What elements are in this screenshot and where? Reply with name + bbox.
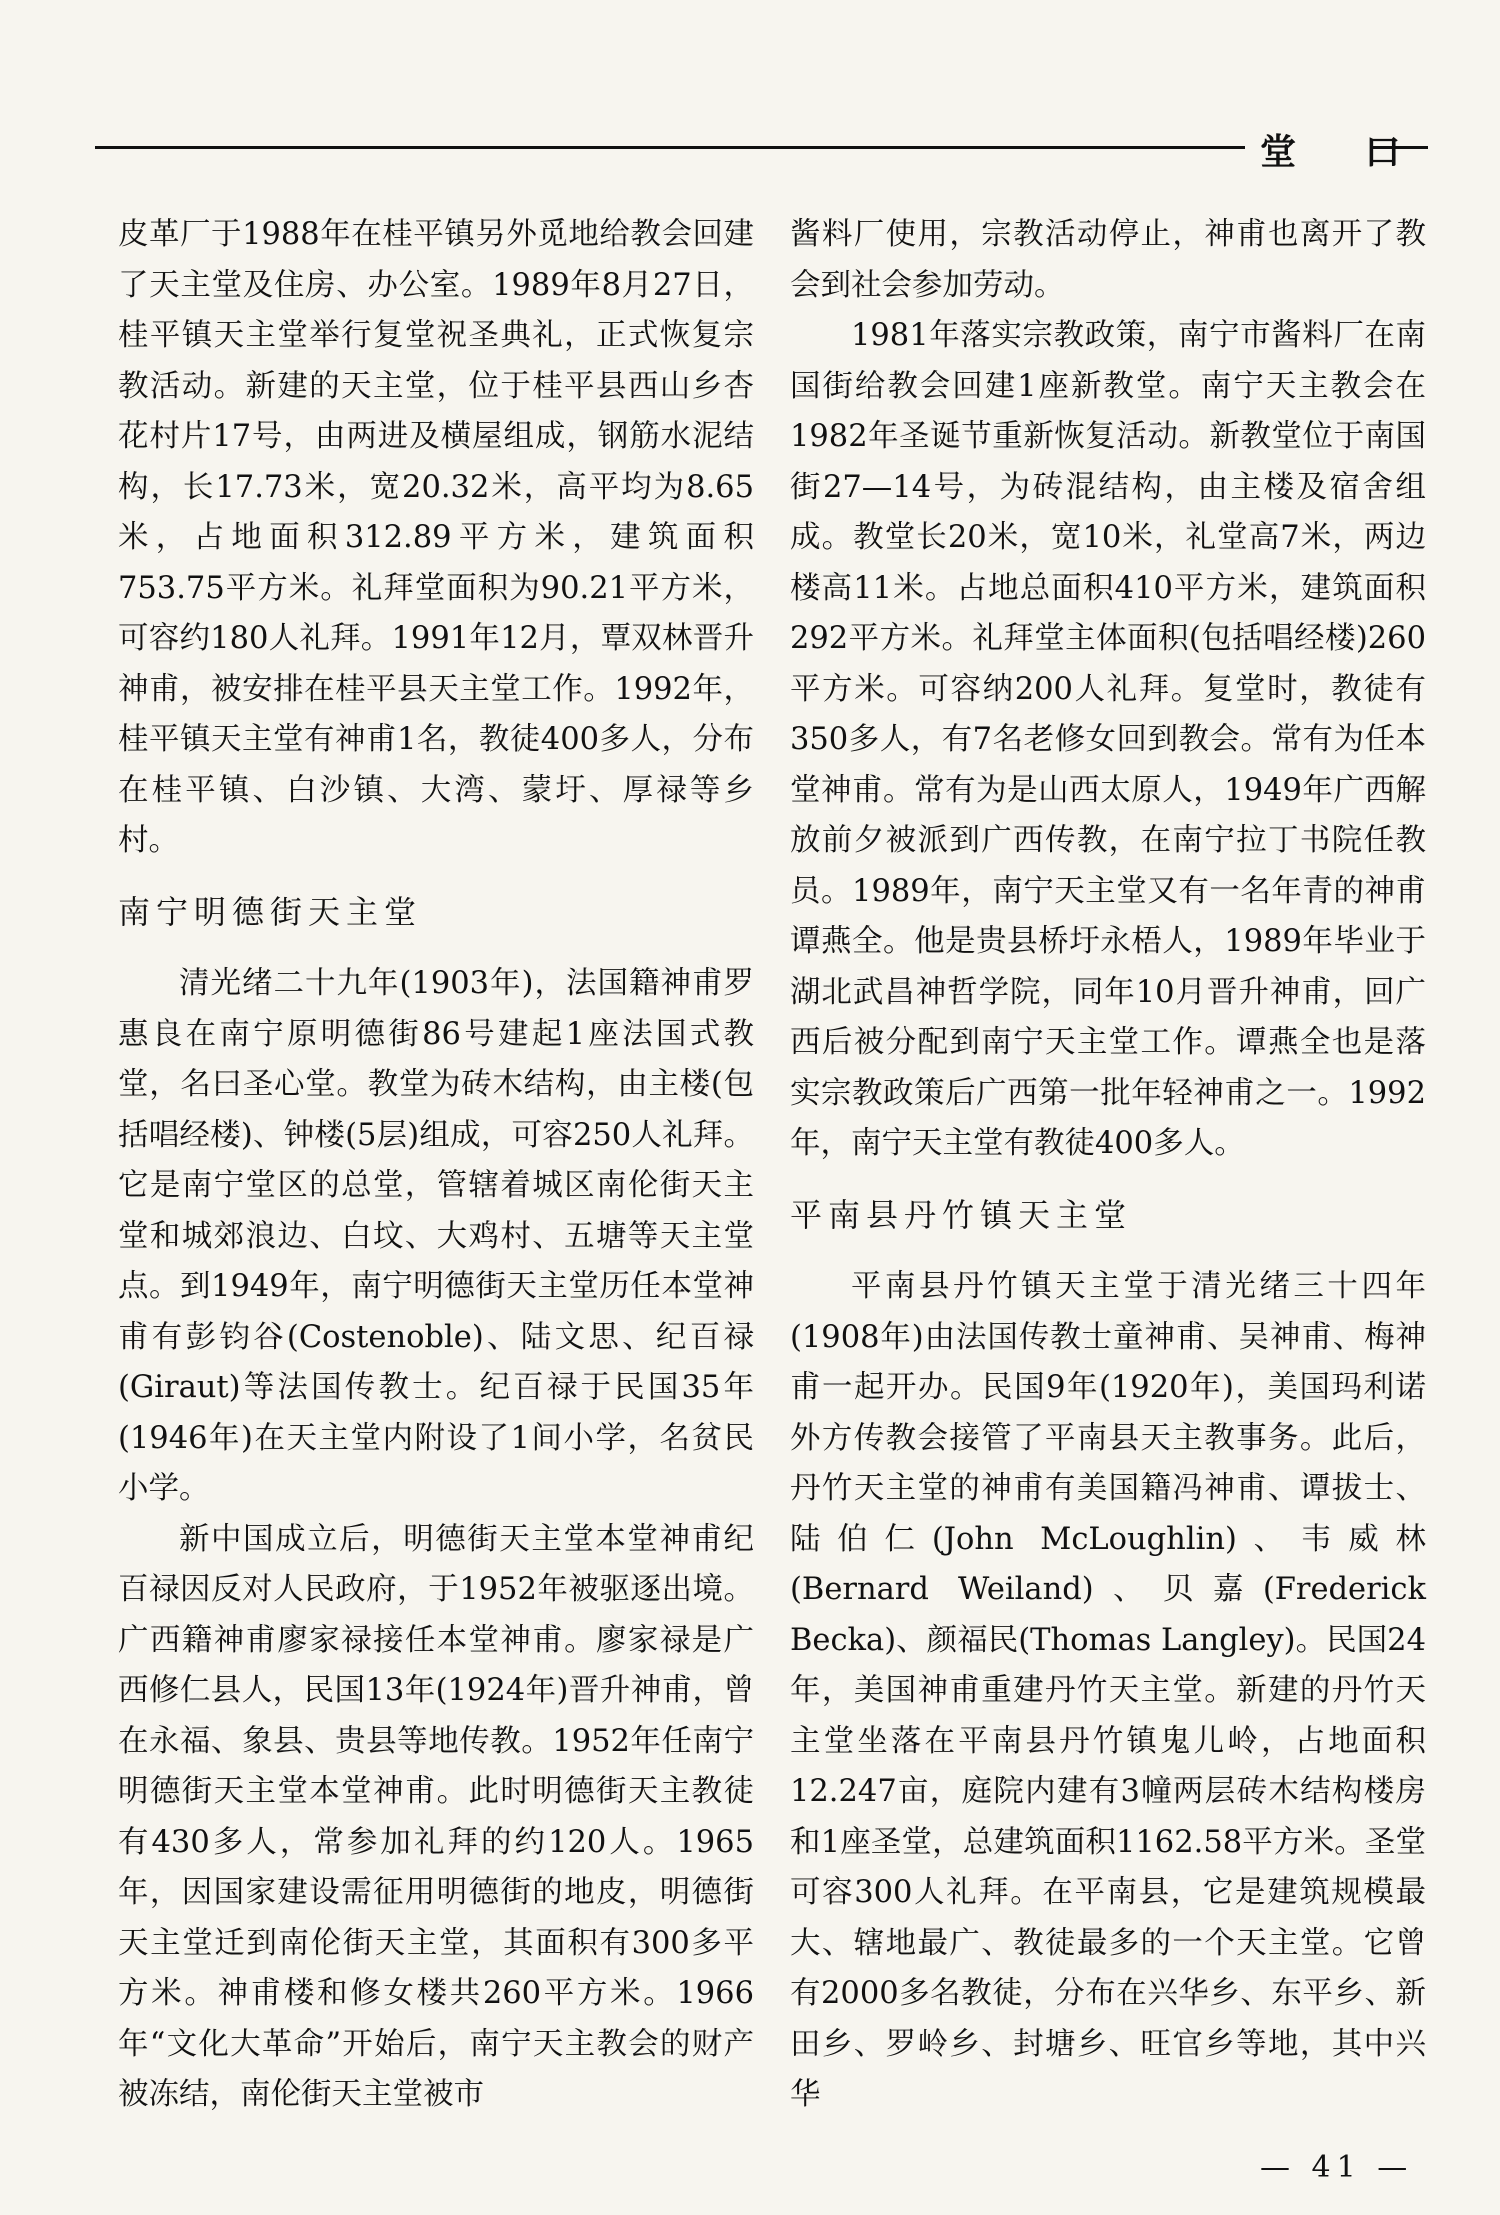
paragraph: 新中国成立后，明德街天主堂本堂神甫纪百禄因反对人民政府，于1952年被驱逐出境。广西籍神甫廖家禄接任本堂神甫。廖家禄是广西修仁县人，民国13年(1924年)晋升神甫，曾在永福、象县、贵县等地传教。1952年任南宁明德街天主堂本堂神甫。此时明德街天主教徒有430多人，常参加礼拜的约120人。1965年，因国家建设需征用明德街的地皮，明德街天主堂迁到南伦街天主堂，其面积有300多平方米。神甫楼和修女楼共260平方米。1966年“文化大革命”开始后，南宁天主教会的财产被冻结，南伦街天主堂被市: [118, 1521, 754, 2112]
right-column: [790, 210, 1426, 2121]
running-header-title: 堂 口: [1260, 132, 1429, 173]
header-rule: [95, 146, 1245, 149]
paragraph: 皮革厂于1988年在桂平镇另外觅地给教会回建了天主堂及住房、办公室。1989年8月27日，桂平镇天主堂举行复堂祝圣典礼，正式恢复宗教活动。新建的天主堂，位于桂平县西山乡杏花村片17号，由两进及横屋组成，钢筋水泥结构，长17.73米，宽20.32米，高平均为8.65米，占地面积312.89平方米，建筑面积753.75平方米。礼拜堂面积为90.21平方米，可容约180人礼拜。1991年12月，覃双林晋升神甫，被安排在桂平县天主堂工作。1992年，桂平镇天主堂有神甫1名，教徒400多人，分布在桂平镇、白沙镇、大湾、蒙圩、厚禄等乡村。: [118, 217, 754, 858]
section-heading: 平南县丹竹镇天主堂: [790, 1195, 1133, 1234]
paragraph: 酱料厂使用，宗教活动停止，神甫也离开了教会到社会参加劳动。: [790, 217, 1426, 303]
header-rule-tail: [1370, 146, 1428, 149]
paragraph: 平南县丹竹镇天主堂于清光绪三十四年(1908年)由法国传教士童神甫、吴神甫、梅神甫一起开办。民国9年(1920年)，美国玛利诺外方传教会接管了平南县天主教事务。此后，丹竹天主堂的神甫有美国籍冯神甫、谭拔士、陆伯仁(John McLoughlin)、韦威林(Bernard Weiland)、贝嘉(Frederick Becka)、颜福民(Thomas Langley)。民国24年，美国神甫重建丹竹天主堂。新建的丹竹天主堂坐落在平南县丹竹镇鬼儿岭，占地面积12.247亩，庭院内建有3幢两层砖木结构楼房和1座圣堂，总建筑面积1162.58平方米。圣堂可容300人礼拜。在平南县，它是建筑规模最大、辖地最广、教徒最多的一个天主堂。它曾有2000多名教徒，分布在兴华乡、东平乡、新田乡、罗岭乡、封塘乡、旺官乡等地，其中兴华: [790, 1269, 1426, 2112]
paragraph: 清光绪二十九年(1903年)，法国籍神甫罗惠良在南宁原明德街86号建起1座法国式教堂，名曰圣心堂。教堂为砖木结构，由主楼(包括唱经楼)、钟楼(5层)组成，可容250人礼拜。它是南宁堂区的总堂，管辖着城区南伦街天主堂和城郊浪边、白坟、大鸡村、五塘等天主堂点。到1949年，南宁明德街天主堂历任本堂神甫有彭钧谷(Costenoble)、陆文思、纪百禄(Giraut)等法国传教士。纪百禄于民国35年(1946年)在天主堂内附设了1间小学，名贫民小学。: [118, 966, 754, 1506]
paragraph: 1981年落实宗教政策，南宁市酱料厂在南国街给教会回建1座新教堂。南宁天主教会在1982年圣诞节重新恢复活动。新教堂位于南国街27—14号，为砖混结构，由主楼及宿舍组成。教堂长20米，宽10米，礼堂高7米，两边楼高11米。占地总面积410平方米，建筑面积292平方米。礼拜堂主体面积(包括唱经楼)260平方米。可容纳200人礼拜。复堂时，教徒有350多人，有7名老修女回到教会。常有为任本堂神甫。常有为是山西太原人，1949年广西解放前夕被派到广西传教，在南宁拉丁书院任教员。1989年，南宁天主堂又有一名年青的神甫谭燕全。他是贵县桥圩永梧人，1989年毕业于湖北武昌神哲学院，同年10月晋升神甫，回广西后被分配到南宁天主堂工作。谭燕全也是落实宗教政策后广西第一批年轻神甫之一。1992年，南宁天主堂有教徒400多人。: [790, 318, 1426, 1161]
page-number: — 41 —: [1260, 2150, 1414, 2185]
left-column: [118, 210, 754, 2121]
section-heading: 南宁明德街天主堂: [118, 892, 423, 931]
